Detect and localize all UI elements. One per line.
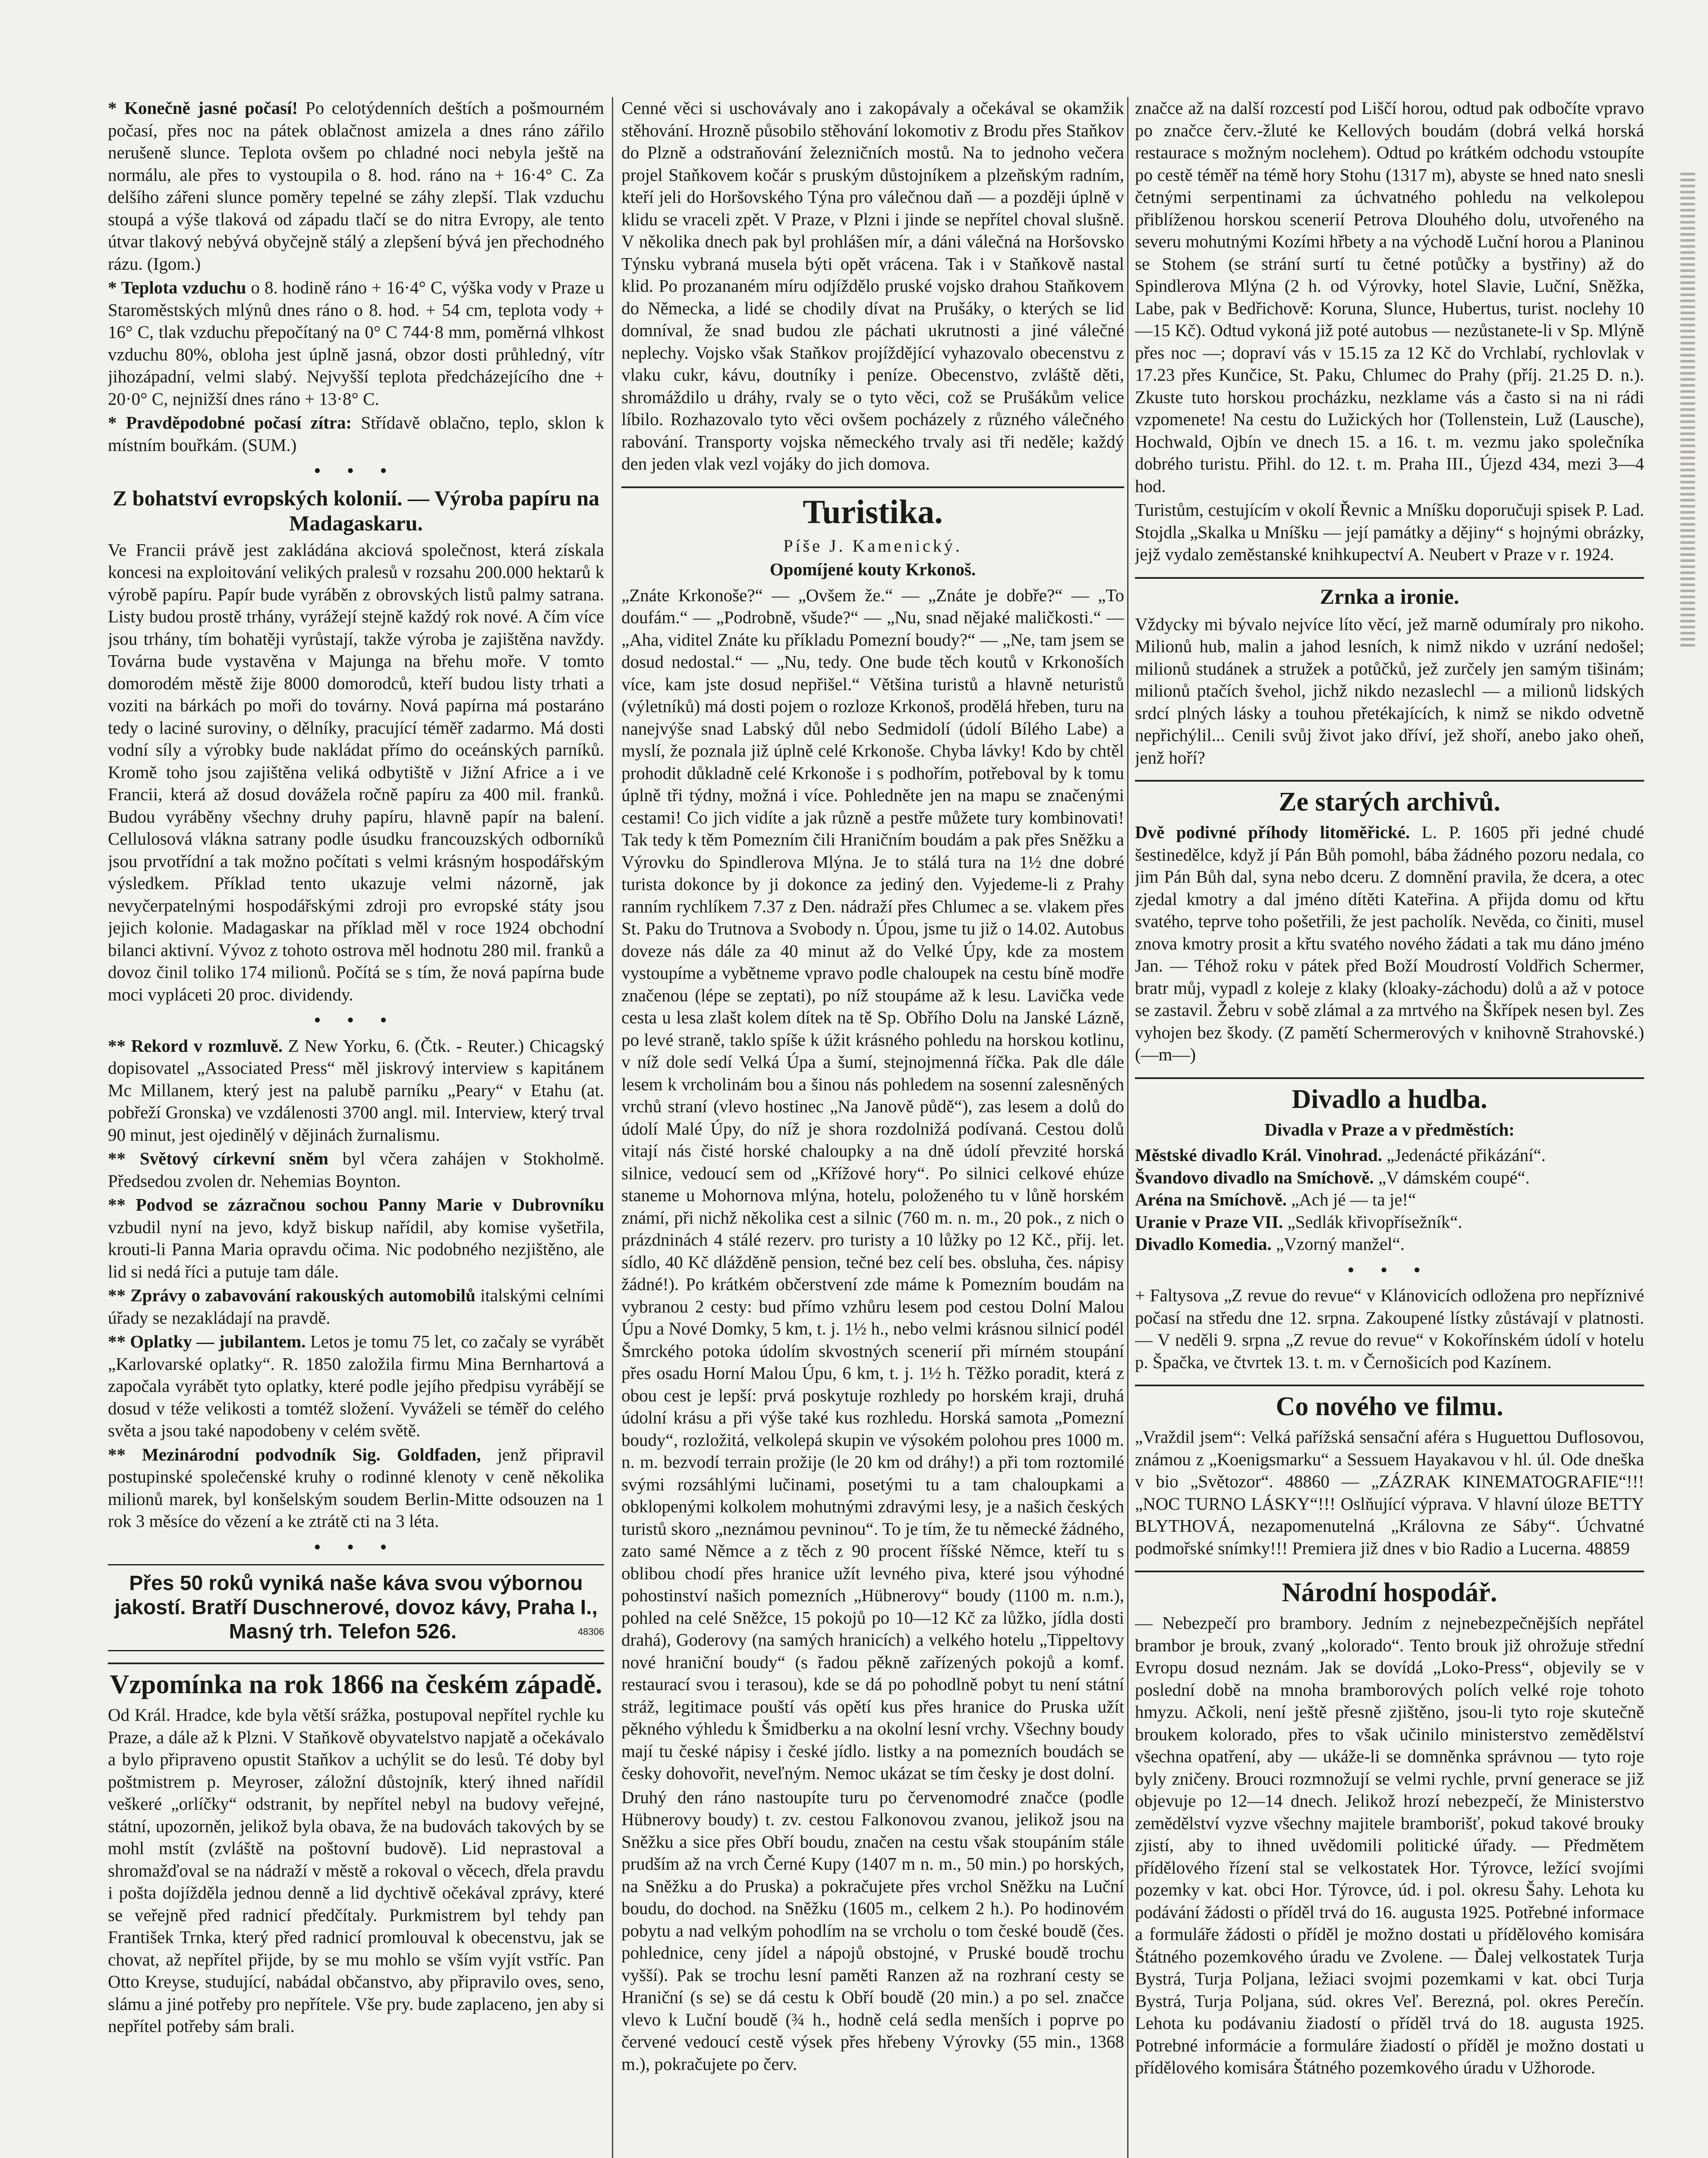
theatre-listing: Uranie v Praze VII. „Sedlák křivopřísežník“. [1135,1212,1462,1232]
archive-text: Dvě podivné příhody litoměřické. L. P. 1605 při jedné chudé šestinedělce, když jí Pán Bůh pomohl, bába žádného pozoru nedala, co jim Pán Bůh dal, syna nebo dceru. Z domnění pravila, že dcera, a otec zjedal kmotry a dal jméno dítěti Kateřina. A přijda domu od křtu svatého, teprve toho pošetřili, že jest pacholík. Nevěda, co činiti, musel znova kmotry prosit a křtu svatého nového žádati a tak mu dáno jméno Jan. — Téhož roku v pátek před Boží Moudrostí Voldřich Schermer, bratr můj, vypadl z koleje z klaky (kloaky-záchodu) dolů a až v potoce se zastavil. Žebru v sobě zlámal a za mrtvého na Škřípek nesen byl. Zes vyhojen bez škody. (Z pamětí Schermerových v knihovně Strahovské.) (—m—) [1135,822,1644,1064]
theatre-listing: Městské divadlo Král. Vinohrad. „Jedenácté přikázání“. [1135,1145,1546,1165]
memoir-title: Vzpomínka na rok 1866 na českém západě. [108,1663,604,1700]
tourism-title: Turistika. [621,486,1124,530]
irony-text: Vždycky mi bývalo nejvíce líto věcí, jež marně odumíraly pro nikoho. Milionů hub, malin a jahod lesních, k nimž nikdo v uzrání nedošel; milionů studánek a stružek a potůčků, jež zurčely jen samým tišinám; milionů ptačích švehol, jichž nikdo nezaslechl — a milionů lidských srdcí plných lásky a touhou přetékajících, k nimž se nikdo odvetně nepřichýlil... Cenili svůj život jako dříví, jež shoří, anebo jako oheň, jenž hoří? [1135,614,1644,767]
economy-title: Národní hospodář. [1135,1571,1644,1608]
news-item: ** Světový církevní sněm byl včera zahájen v Stokholmě. Předsedou zvolen dr. Nehemias Boynton. [108,1148,604,1191]
tourism-continuation: značce až na další rozcestí pod Liščí horou, odtud pak odbočíte vpravo po značce červ.-žluté ke Kellových boudám (dobrá velká horská restaurace s možným noclehem). Odtud po krátkém odchodu vstoupíte po cestě téměř na témě hory Stohu (1317 m), abyste se hned nato snesli četnými serpentinami za úchvatného pohledu na velkolepou přiblíženou horskou scenerií Petrova Dlouhého dolu, utvořeného na severu mohutnými Kozími hřbety a na východě Luční horou a Planinou se Stohem (se strání surtí tu četné potůčky a bystřiny) až do Spindlerova Mlýna (2 h. od Výrovky, hotel Slavie, Luční, Sněžka, Labe, pak v Bedřichově: Koruna, Slunce, Hubertus, turist. noclehy 10—15 Kč). Odtud vykoná již poté autobus — nezůstanete-li v Sp. Mlýně přes noc —; dopraví vás v 15.15 za 12 Kč do Vrchlabí, rychlovlak v 17.23 přes Kunčice, St. Paku, Chlumec do Prahy (příj. 21.25 D. n.). Zkuste tuto horskou procházku, nezklame vás a často si na ni rádi vzpomenete! Na cestu do Lužických hor (Tollenstein, Luž (Lausche), Hochwald, Ojbín ve dnech 15. a 16. t. m. vezmu jako společníka dobrého turistu. Přihl. do 12. t. m. Praha III., Újezd 434, mezi 3—4 hod. [1135,98,1644,496]
economy-text: — Nebezpečí pro brambory. Jedním z nejnebezpečnějších nepřátel brambor je brouk, zvaný „kolorado“. Tento brouk již ohrožuje střední Evropu dosud neznám. Jak se dovídá „Loko-Press“, objevily se v poslední době na mnoha bramborových polích velké roje tohoto hmyzu. Ačkoli, není ještě přesně zjištěno, jsou-li tyto roje skutečně broukem kolorado, přes to však učinilo ministerstvo zemědělství všechna opatření, aby — ukáže-li se domněnka správnou — tyto roje byly zničeny. Brouci rozmnožují se velmi rychle, první generace se již objevuje po 12—14 dnech. Jelikož hrozí nebezpečí, že Ministerstvo zemědělství vyzve všechny majitele bramborišť, pokud takové brouky zjistí, aby to ihned uvědomili politické úřady. — Předmětem přídělového řízení stal se velkostatek Hor. Týrovce, ležící svojími pozemky v kat. obci Hor. Týrovce, úd. i pol. okresu Šahy. Lehota ku podávání žádosti o příděl trvá do 16. augusta 1925. Potřebné informace a formuláře žádosti o příděl je možno dostati u přídělového komisára Štátného pozemkového úradu ve Zvolene. — Ďalej velkostatek Turja Bystrá, Turja Poljana, ležiaci svojmi pozemkami v kat. obci Turja Bystrá, Turja Poljana, súd. okres Veľ. Berezná, pol. okres Perečín. Lehota ku podávaniu žiadostí o příděl trvá do 18. augusta 1925. Potrebné informácie a formuláre žiadostí o příděl je možno dostati u přídělového komisára Štátného pozemkového úradu v Užhorode. [1135,1613,1644,2077]
tourism-text: Druhý den ráno nastoupíte turu po červenomodré značce (podle Hübnerovy boudy) t. zv. cestou Falkonovou zvanou, jelikož jsou na Sněžku a sice přes Obří boudu, značen na cestu však stoupáním stále prudším až na vrch Černé Kupy (1407 m n. m., 50 min.) po horských, na Sněžku a do Pruska) a pokračujete přes vrchol Sněžku na Luční boudu, do dochod. na Sněžku (1605 m., celkem 2 h.). Po hodinovém pobytu a nad velkým pohodlím na se vrcholu o tom české boudě (čes. pohlednice, ceny jídel a nápojů obstojné, v Pruské boudě trochu vyšší). Pak se trochu lesní paměti Ranzen až na rozhraní cesty se Hraniční (s se) se dá cestu k Obří boudě (20 min.) a po sel. značce vlevo k Luční boudě (¾ h., hodně celá sedla menších i poprve po červené vedoucí cestě výsek přes hřebeny Výrovky (55 min., 1368 m.), pokračujete po červ. [621,1787,1124,2074]
memoir-text: Od Král. Hradce, kde byla větší srážka, postupoval nepřítel rychle ku Praze, a dále až k Plzni. V Staňkově obyvatelstvo napjatě a očekávalo a bylo připraveno opustit Staňkov a uchýlit se do lesů. Té doby byl poštmistrem p. Meyroser, záložní důstojník, který ihned nařídil veškeré „orlíčky“ odstranit, by nepřítel nebyl na budovy veřejné, státní, upozorněn, jelikož byla obava, že na budovách takových by se mohl mstít (zvláště na poštovní budově). Lid neprastoval a shromažďoval se na nádraží v městě a rokoval o věcech, dřela pravdu i pošta dojížděla jednou denně a lid dychtivě očekával zprávy, které se veřejně před radnicí předčítaly. Purkmistrem byl tehdy pan František Trnka, který před radnicí promlouval k obecenstvu, jak se chovat, až nepřítel přijde, by se mu mohlo se vším vyjít vstříc. Pan Otto Kreyse, studující, nabádal občanstvo, aby připravilo oves, seno, slámu a jiné potřeby pro nepřítele. Vše pry. bude zaplaceno, jen aby si nepřítel potřeby sám brali. [108,1705,604,2036]
weather-item: * Teplota vzduchu o 8. hodině ráno + 16·4° C, výška vody v Praze u Staroměstských mlýnů dnes ráno o 8. hod. + 54 cm, teplota vody + 16° C, tlak vzduchu přepočítaný na 0° C 744·8 mm, poměrná vlhkost vzduchu 80%, obloha jest úplně jasná, obzor dosti průhledný, vítr jihozápadní, velmi slabý. Nejvyšší teplota předcházejícího dne + 20·0° C, nejnižší dnes ráno + 13·8° C. [108,278,604,409]
theatre-listing: Švandovo divadlo na Smíchově. „V dámském coupé“. [1135,1167,1530,1187]
tourism-subtitle: Opomíjené kouty Krkonoš. [769,559,976,579]
section-dots: • • • [1348,1259,1431,1280]
page-edge-strip [1680,173,1695,647]
colonies-title: Z bohatství evropských kolonií. — Výroba papíru na Madagaskaru. [112,486,600,535]
news-item: ** Mezinárodní podvodník Sig. Goldfaden, jenž připravil postupinské společenské kruhy o rodinné klenoty v ceně několika milionů marek, byl konšelským soudem Berlin-Mitte odsouzen na 1 rok 3 měsíce do vězení a ke ztrátě cti na 3 léta. [108,1444,604,1531]
column-divider [612,97,613,2158]
theatre-listing: Aréna na Smíchově. „Ach jé — ta je!“ [1135,1189,1416,1209]
news-item: ** Zprávy o zabavování rakouských automobilů italskými celními úřady se nezakládají na pravdě. [108,1285,604,1328]
theatre-listing: Divadlo Komedia. „Vzorný manžel“. [1135,1234,1405,1254]
tourism-text: „Znáte Krkonoše?“ — „Ovšem že.“ — „Znáte je dobře?“ — „To doufám.“ — „Podrobně, všude?“ — „Nu, snad nějaké maličkosti.“ — „Aha, viditel Znáte ku příkladu Pomezní boudy?“ — „Ne, tam jsem se dosud nedostal.“ — „Nu, tedy. One bude těch koutů v Krkonoších více, kam jste dosud nepřišel.“ Většina turistů a hlavně neturistů (výletníků) má dosti pojem o rozloze Krkonoš, prodělá hřeben, turu na nanejvýše snad Labský důl nebo Sedmidolí (údolí Bílého Labe) a myslí, že poznala již úplně celé Krkonoše. Chyba lávky! Kdo by chtěl prohodit důkladně celé Krkonoše i s podhořím, potřeboval by k tomu úplně tři týdny, možná i více. Pohledněte jen na mapu se značenými cestami! Co jich vidíte a jak různě a pestře můžete tury kombinovati! Tak tedy k těm Pomezním čili Hraničním boudám a pak přes Sněžku a Výrovku do Spindlerova Mlýna. Je to stálá tura na 1½ dne dobré turista dokonce by ji dokonce za jediný den. Vyjedeme-li z Prahy ranním rychlíkem 7.37 z Den. nádraží přes Chlumec a se. vlakem přes St. Paku do Trutnova a Svobody n. Úpou, jsme tu již o 14.02. Autobus doveze nás dále za 40 minut až do Velké Úpy, kde za mostem vystoupíme a vybětneme vpravo podle chaloupek na cestu bíně modře značenou (lépe se zeptati), po níž stoupáme až k lesu. Lavička vede cesta u lesa zlašt kolem dítek na tě Sp. Obřího Dolu na Janské Lázně, po levé straně, taklo spíše k úžit krásného pohledu na horskou kotlinu, v níž dole sedí Velká Úpa a šumí, stejnojmenná říčka. Pak dle dále lesem k vrcholinám bou a šinou nás pohledem na sosenní zalesněných vrchů straní (vlevo hostinec „Na Janově půdě“), zas lesem a dolů do údolí Malé Úpy, do níž je shora rozdolnižá podívaná. Cestou dolů vitají nás čisté horské chaloupky a na dně údolí převzité horská silnice, vedoucí sem od „Křížové hory“. Po silnici celkové ehúze staneme u Mohornova mlýna, hotelu, položeného tu v lůně horském známí, při nichž několika cest a silnic (760 m. n. m., 20 pok., z nich o prázdninách 4 stálé rezerv. pro turisty a 10 lůžky po 12 Kč., přij. let. sídlo, 40 Kč dlážděně pension, tečné bez celí bes. obsluha, čes. nápisy žádné!). Po krátkém občerstvení zde máme k Pomezním boudám na vybranou 2 cesty: bud přímo vzhůru lesem pod cestou Dolní Malou Úpu a Nové Domky, 5 km, t. j. 1½ h., nebo velmi krásnou silnicí podél Šmrckého potoka údolím skvostných scenerií při mírném stoupání přes osadu Horní Malou Úpu, 6 km, t. j. 1½ h. Těžko poradit, která z obou cest je lepší: prvá poskytuje rozhledy po horském kraji, druhá údolní krásu a při výše také kus rozhledu. Horská samota „Pomezní boudy“, rozložitá, velkolepá skupin ve výsokém polohou pres 1000 m. n. m. bezvodí terrain prožije (le 20 km od dráhy!) a při tom roztomilé svými rozsáhlými lučinami, posetými tu a tam chaloupkami a obklopenými kolkolem mohutnými zdravými lesy, je a našich českých turistů skoro „neznámou pevninou“. To je tím, že tu německé žádného, zato samé Němce a z těch z 90 procent říšské Němce, kteří tu s oblibou chodí přes hranice užít levného piva, které jsou výhodné pohostinství našich pomezních „Hübnerovy“ boudy (1100 m. n.m.), pohled na celé Sněžce, 15 pokojů po 10—12 Kč za lůžko, jídla dosti drahá), Goderovy (na samých hranicích) a velkého hotelu „Tippeltovy nové hraniční boudy“ (s řadou pěkně zařízených pokojů a komf. restaurací svou i terasou), kde se dá po pohodlně pobyt tu není státní stráž, legitimace pouští vás opětí kus přes hranice do Pruska užít pěkného výhledu k Šmidberku a na okolní lesní vrchy. Všechny boudy mají tu české nápisy i české jídlo. listky a na pomezních boudách se česky dohovořit, neveľným. Nemoc ukázat se tím česky je dost dolní. [621,585,1124,1783]
section-dots: • • • [314,1010,398,1030]
news-item: ** Oplatky — jubilantem. Letos je tomu 75 let, co začaly se vyrábět „Karlovarské oplatky“. R. 1850 založila firmu Mina Bernhartová a započala vyrábět tyto oplatky, které podle jejího předpisu vyrábějí se dosud v téže velikosti a tomtéž složení. Vyváželi se téměř do celého světa a jsou také napodobeny v celém světě. [108,1331,604,1440]
weather-item: * Konečně jasné počasí! Po celotýdenních deštích a pošmourném počasí, přes noc na pátek oblačnost amizela a dnes ráno zářilo nerušeně slunce. Teplota ovšem po chladné noci nebyla ještě na normálu, ale přes to vystoupila o 8. hod. ráno na + 16·4° C. Za delšího zářeni slunce poměry tepelné se záhy zlepší. Tlak vzduchu stoupá a výše tlaková od západu tlačí se do nitra Evropy, ale tento útvar tlakový nebývá obyčejně stálý a zlepšení bývá jen přechodného rázu. (Igom.) [108,98,604,274]
column-divider [1127,97,1128,2158]
theatre-subtitle: Divadla v Praze a v předměstích: [1264,1119,1515,1139]
irony-title: Zrnka a ironie. [1135,577,1644,609]
tourism-note: Turistům, cestujícím v okolí Řevnic a Mníšku doporučuji spisek P. Lad. Stojdla „Skalka u Mníšku — její památky a dějiny“ s hojnými obrázky, jejž vydalo zeměstanské knihkupectví A. Neubert v Praze v r. 1924. [1135,500,1644,564]
news-item: ** Podvod se zázračnou sochou Panny Marie v Dubrovníku vzbudil nyní na jevo, když biskup nařídil, aby komise vyšetřila, krouti-li Panna Maria opravdu očima. Nic podobného nezjištěno, ale lid si nedá říci a putuje tam dále. [108,1195,604,1281]
theatre-note: + Faltysova „Z revue do revue“ v Klánovicích odložena pro nepříznivé počasí na středu dne 12. srpna. Zakoupené lístky zůstávají v platnosti. — V neděli 9. srpna „Z revue do revue“ v Kokořínském údolí v hotelu p. Špačka, ve čtvrtek 13. t. m. v Černošicích pod Kazínem. [1135,1285,1644,1372]
column-1 [108,97,604,2158]
theatre-title: Divadlo a hudba. [1135,1077,1644,1114]
archive-title: Ze starých archivů. [1135,780,1644,817]
film-text: „Vraždil jsem“: Velká pařížská sensační aféra s Huguettou Duflosovou, známou z „Koenigsmarku“ a Sessuem Hayakavou v hl. úl. Ode dneška v bio „Světozor“. 48860 — „ZÁZRAK KINEMATOGRAFIE“!!! „NOC TURNO LÁSKY“!!! Oslňující výprava. V hlavní úloze BETTY BLYTHOVÁ, nezapomenutelná „Královna ze Sáby“. Úchvatné podmořské snímky!!! Premiera již dnes v bio Radio a Lucerna. 48859 [1135,1427,1644,1558]
film-title: Co nového ve filmu. [1135,1385,1644,1422]
ad-number: 48306 [577,1626,604,1637]
section-dots: • • • [314,461,398,480]
column-3 [1135,97,1644,2158]
colonies-text: Ve Francii právě jest zakládána akciová společnost, která získala koncesi na exploitování velikých pralesů v rozsahu 200.000 hektarů k výrobě papíru. Papír bude vyráběn z obrovských listů palmy satrana. Listy budou prostě trhány, vyrážejí stejně každý rok nové. A čím více jsou trhány, tím bohatěji vyrůstají, takže výroba je zajištěna navždy. Továrna bude vystavěna v Majunga na břehu moře. V tomto domorodém městě žije 8000 domorodců, kteří budou listy trhati a voziti na bárkách po moři do továrny. Nová papírna má postaráno tedy o laciné suroviny, o dělníky, pracující téměř zadarmo. Má dosti vodní síly a výrobky bude nakládat přímo do oceánských parníků. Kromě toho jsou zajištěna veliká odbytiště v Jižní Africe a i ve Francii, která až dosud dovážela ročně papíru za 400 mil. franků. Budou vyráběny všechny druhy papíru, hlavně papír na balení. Cellulosová vlákna satrany podle úsudku francouzských odborníků jsou prvotřídní a tak možno počítati s velmi krásným hospodářským výsledkem. Příklad tento ukazuje velmi názorně, jak nevyčerpatelnými hospodářskými zdroji pro evropské státy jsou jejich kolonie. Madagaskar na příklad měl v roce 1924 obchodní bilanci aktivní. Vývoz z tohoto ostrova měl hodnotu 280 mil. franků a dovoz činil toliko 174 milionů. Počítá se s tím, že nová papírna bude moci vypláceti 20 proc. dividendy. [108,540,604,1004]
news-item: ** Rekord v rozmluvě. Z New Yorku, 6. (Čtk. - Reuter.) Chicagský dopisovatel „Associated Press“ měl jiskrový interview s kapitánem Mc Millanem, který jest na palubě parníku „Peary“ v Etahu (at. pobřeží Gronska) ve vzdálenosti 3700 angl. mil. Interview, který trval 90 minut, jest ojedinělý v dějinách žurnalismu. [108,1035,604,1145]
weather-item: * Pravděpodobné počasí zítra: Střídavě oblačno, teplo, sklon k místním bouřkám. (SUM.) [108,413,604,455]
tourism-byline: Píše J. Kamenický. [783,536,962,555]
section-dots: • • • [314,1536,398,1557]
memoir-continuation: Cenné věci si uschovávaly ano i zakopávaly a očekával se okamžik stěhování. Hrozně působilo stěhování lokomotiv z Brodu přes Staňkov do Plzně a odstraňování železničních mostů. Na to jednoho večera projel Staňkovem kočár s pruským důstojníkem a plzeňským radním, kteří jeli do Horšovského Týna pro válečnou daň — a později úplně v klidu se vraceli zpět. V Praze, v Plzni i jinde se nepřítel choval slušně. V několika dnech pak byl prohlášen mír, a dáni válečná na Horšovsko Týnsku vybraná musela býti opět vrácena. Tak i v Staňkově nastal klid. Po prozananém míru odjíždělo pruské vojsko drahou Staňkovem do Německa, a lidé se chodily dívat na Prušáky, o kterých se lid domníval, že snad budou zle páchati ukrutnosti a jiné válečné neplechy. Vojsko však Staňkov projíždějící vyhazovalo obecenstvu z vlaku cukr, kávu, doutníky i peníze. Obecenstvo, zvláště děti, shromáždilo u dráhy, rvaly se o tyto věci, což se Prušákům velice líbilo. Rozhazovalo tyto věci ovšem pocházely z různého válečného rabování. Transporty vojska německého trvaly asi tři neděle; každý den jeden vlak vezl vojáky do jich domova. [621,98,1124,473]
coffee-advertisement: Přes 50 roků vyniká naše káva svou výbornou jakostí. Bratří Duschnerové, dovoz kávy, Praha I., Masný trh. Telefon 526. 48306 [108,1564,604,1651]
column-2 [621,97,1124,2158]
